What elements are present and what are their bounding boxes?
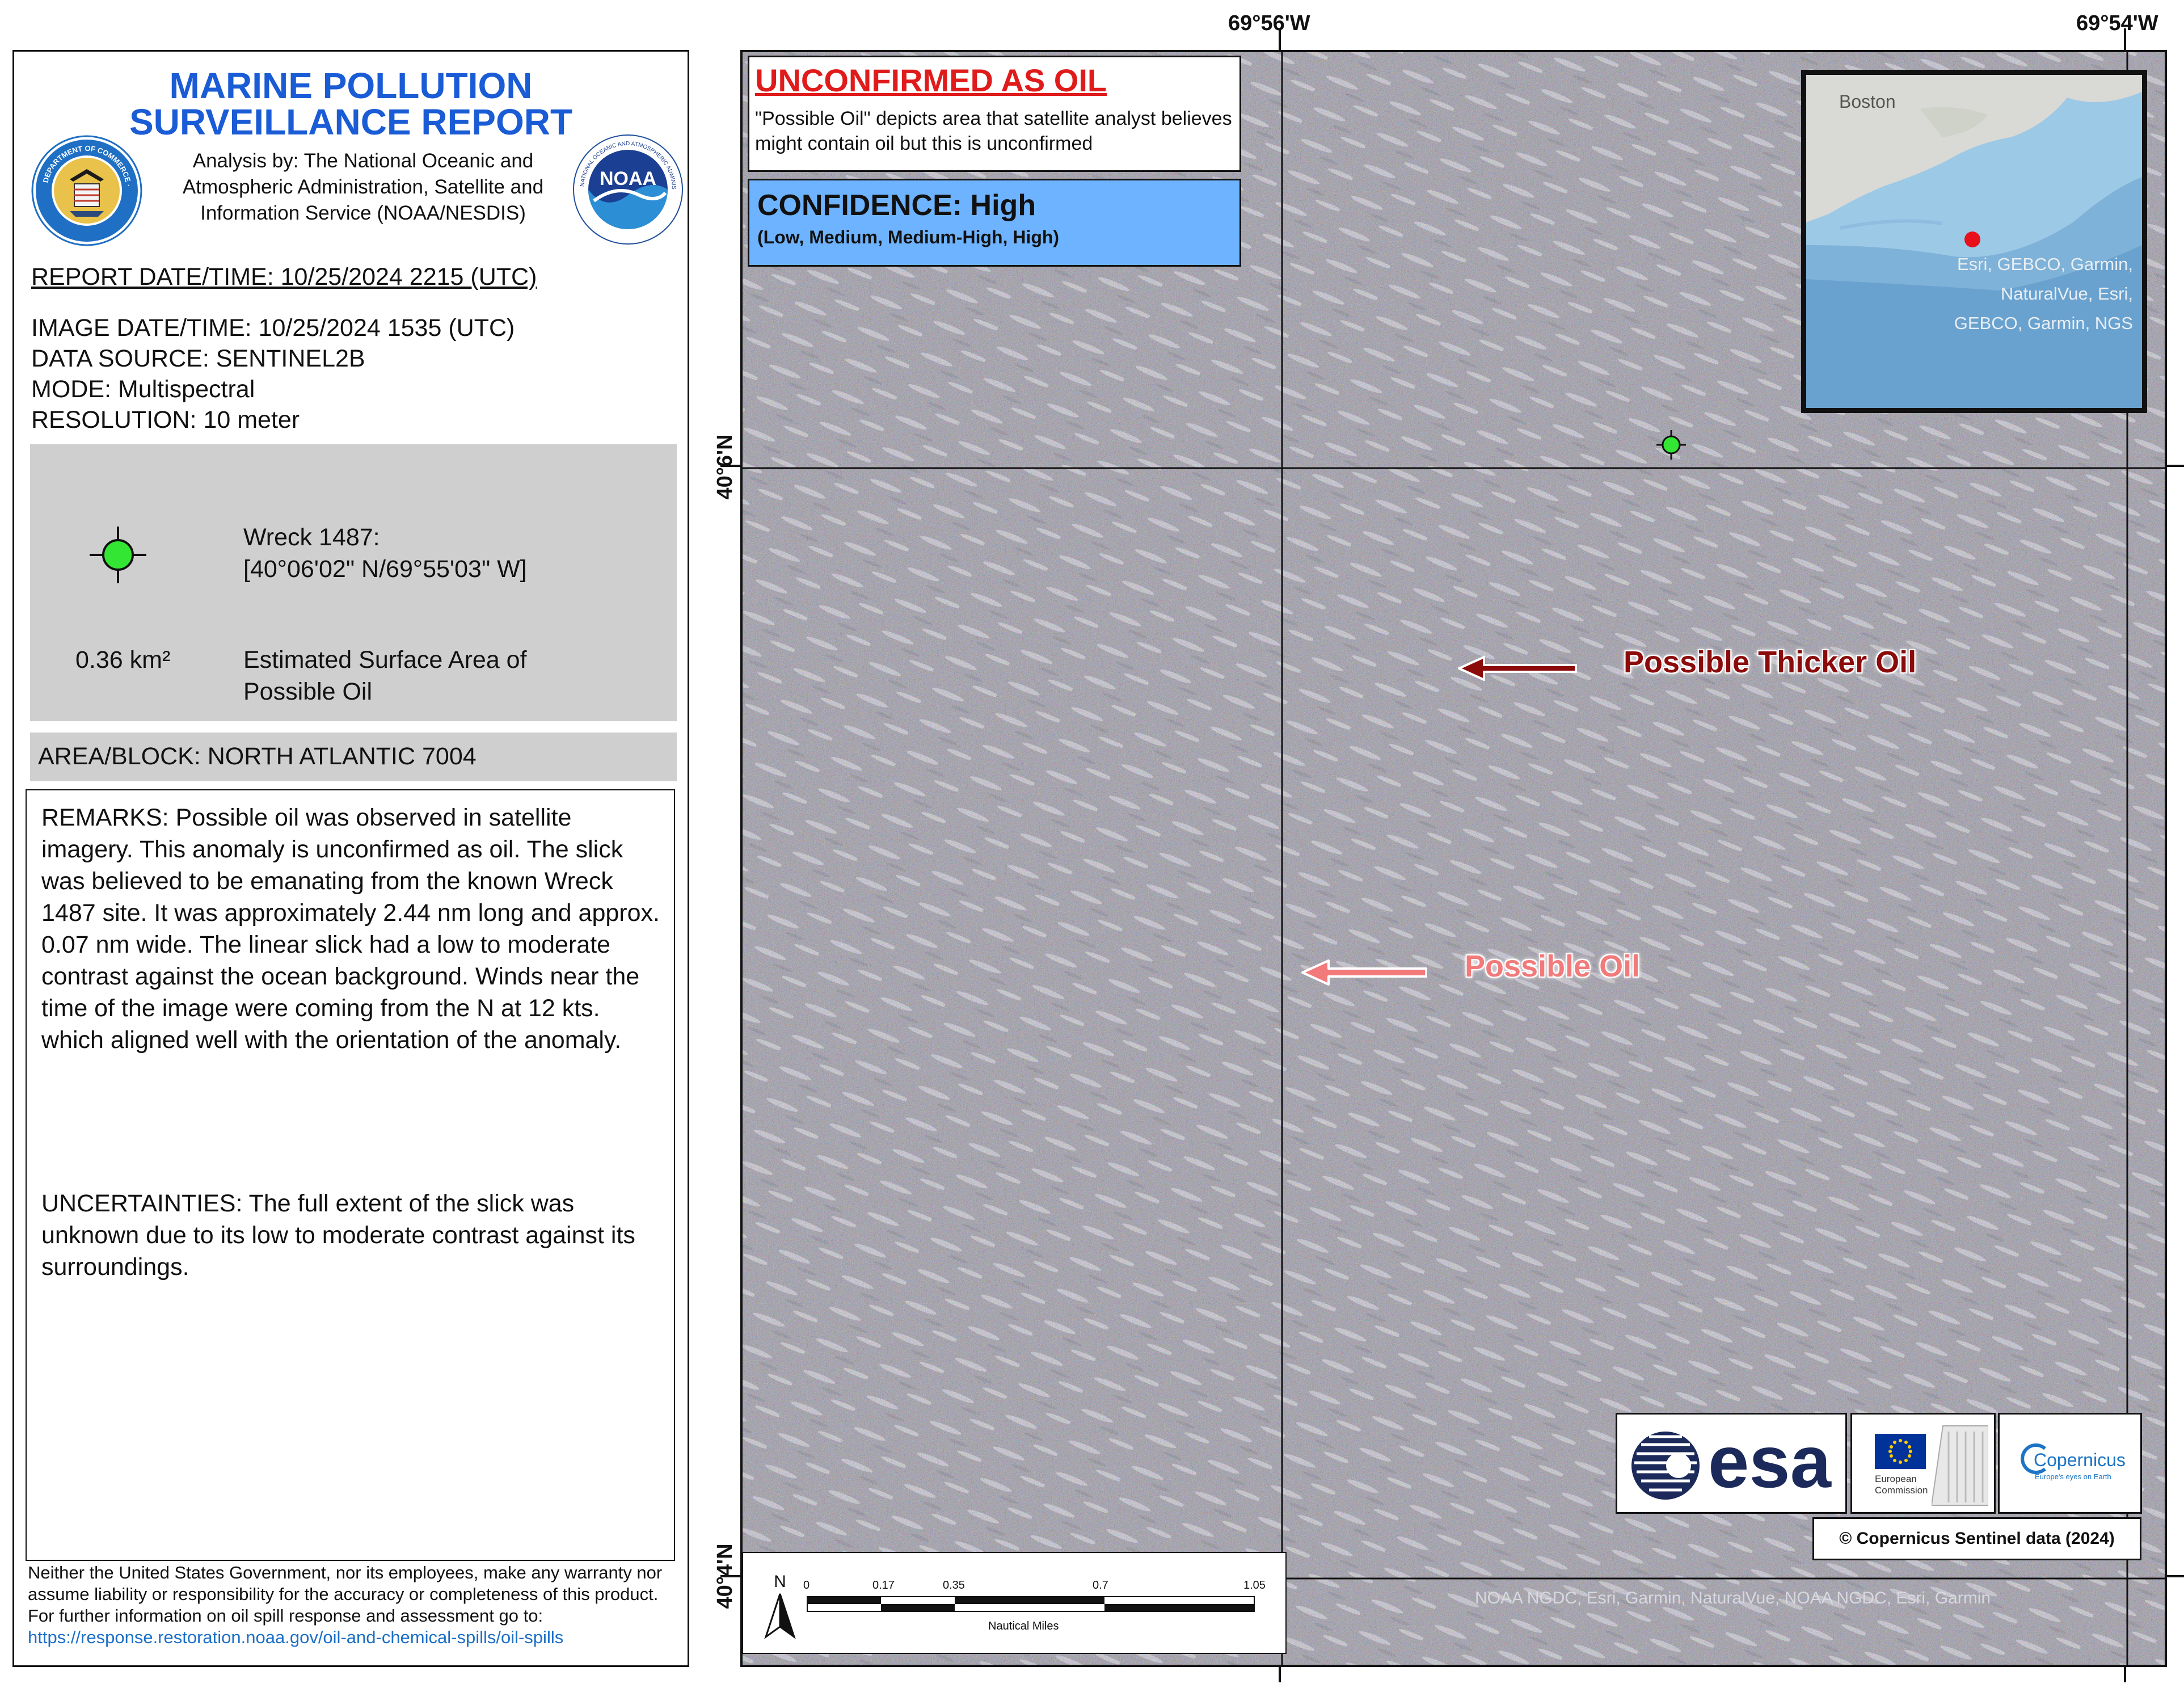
eu-logo-text: European Commission [1875, 1474, 1937, 1496]
commerce-seal-text: DEPARTMENT OF COMMERCE · [30, 134, 133, 190]
copernicus-tagline: Europe's eyes on Earth [2035, 1472, 2111, 1481]
lon-label-1: 69°56'W [1228, 11, 1310, 36]
info-prefix: For further information on oil spill response and assessment go to: [28, 1606, 543, 1626]
data-source: DATA SOURCE: SENTINEL2B [31, 343, 365, 374]
inset-attribution: Esri, GEBCO, Garmin, NaturalVue, Esri, GEBCO, Garmin, NGS [1946, 250, 2133, 338]
confidence-scale: (Low, Medium, Medium-High, High) [757, 227, 1059, 248]
area-block: AREA/BLOCK: NORTH ATLANTIC 7004 [38, 740, 477, 772]
unconfirmed-desc: "Possible Oil" depicts area that satellite analyst believes might contain oil but this is unconfirmed [755, 106, 1243, 156]
thicker-oil-label: Possible Thicker Oil [1624, 645, 1916, 680]
scale-tick-4: 1.05 [1243, 1579, 1266, 1592]
resolution: RESOLUTION: 10 meter [31, 405, 300, 435]
possible-oil-label: Possible Oil [1465, 949, 1640, 984]
noaa-seal-text: NATIONAL OCEANIC AND ATMOSPHERIC ADMINIS [571, 133, 677, 190]
info-link[interactable]: https://response.restoration.noaa.gov/oil-and-chemical-spills/oil-spills [28, 1627, 563, 1647]
north-label: N [774, 1572, 786, 1591]
scale-tick-3: 0.7 [1093, 1579, 1108, 1592]
wreck-label: Wreck 1487: [243, 521, 380, 553]
copernicus-credit: © Copernicus Sentinel data (2024) [1812, 1517, 2141, 1560]
wreck-coords: [40°06'02" N/69°55'03" W] [243, 553, 527, 585]
copernicus-logo-text: Copernicus [2034, 1450, 2126, 1471]
confidence-title: CONFIDENCE: High [757, 188, 1036, 222]
lon-label-2: 69°54'W [2076, 11, 2158, 36]
report-datetime: REPORT DATE/TIME: 10/25/2024 2215 (UTC) [31, 262, 537, 292]
noaa-logo-text: NOAA [600, 168, 656, 190]
unconfirmed-title: UNCONFIRMED AS OIL [755, 62, 1107, 99]
esa-logo-text: esa [1708, 1425, 1831, 1498]
report-title-line2: SURVEILLANCE REPORT [14, 104, 688, 140]
scale-unit: Nautical Miles [988, 1620, 1059, 1633]
scale-tick-1: 0.17 [872, 1579, 895, 1592]
lat-label-1: 40°6'N [713, 433, 739, 501]
uncertainties-text: UNCERTAINTIES: The full extent of the slick was unknown due to its low to moderate contrast against its surroundings. [41, 1188, 665, 1283]
inset-city-label: Boston [1839, 91, 1896, 112]
area-desc-line2: Possible Oil [243, 676, 372, 708]
disclaimer-text: Neither the United States Government, nor its employees, make any warranty nor assume liability or responsibility for the accuracy or completeness of this product. [28, 1563, 662, 1604]
remarks-text: REMARKS: Possible oil was observed in satellite imagery. This anomaly is unconfirmed as oil. The slick was believed to be emanating from the known Wreck 1487 site. It was approximately 2.44 nm long and approx. 0.07 nm wide. The linear slick had a low to moderate contrast against the ocean background. Winds near the time of the image were coming from the N at 12 kts. which aligned well with the orientation of the anomaly. [41, 802, 665, 1056]
lat-label-2: 40°4'N [713, 1542, 739, 1610]
scale-tick-2: 0.35 [943, 1579, 965, 1592]
area-desc-line1: Estimated Surface Area of [243, 644, 527, 676]
analysis-by: Analysis by: The National Oceanic and Atmospheric Administration, Satellite and Information Service (NOAA/NESDIS) [159, 148, 567, 226]
report-title-line1: MARINE POLLUTION [14, 68, 688, 104]
image-datetime: IMAGE DATE/TIME: 10/25/2024 1535 (UTC) [31, 313, 515, 343]
mode: MODE: Multispectral [31, 374, 255, 405]
scale-tick-0: 0 [803, 1579, 809, 1592]
area-value: 0.36 km² [75, 644, 170, 676]
basemap-attribution: NOAA NGDC, Esri, Garmin, NaturalVue, NOAA NGDC, Esri, Garmin [1475, 1589, 1991, 1608]
